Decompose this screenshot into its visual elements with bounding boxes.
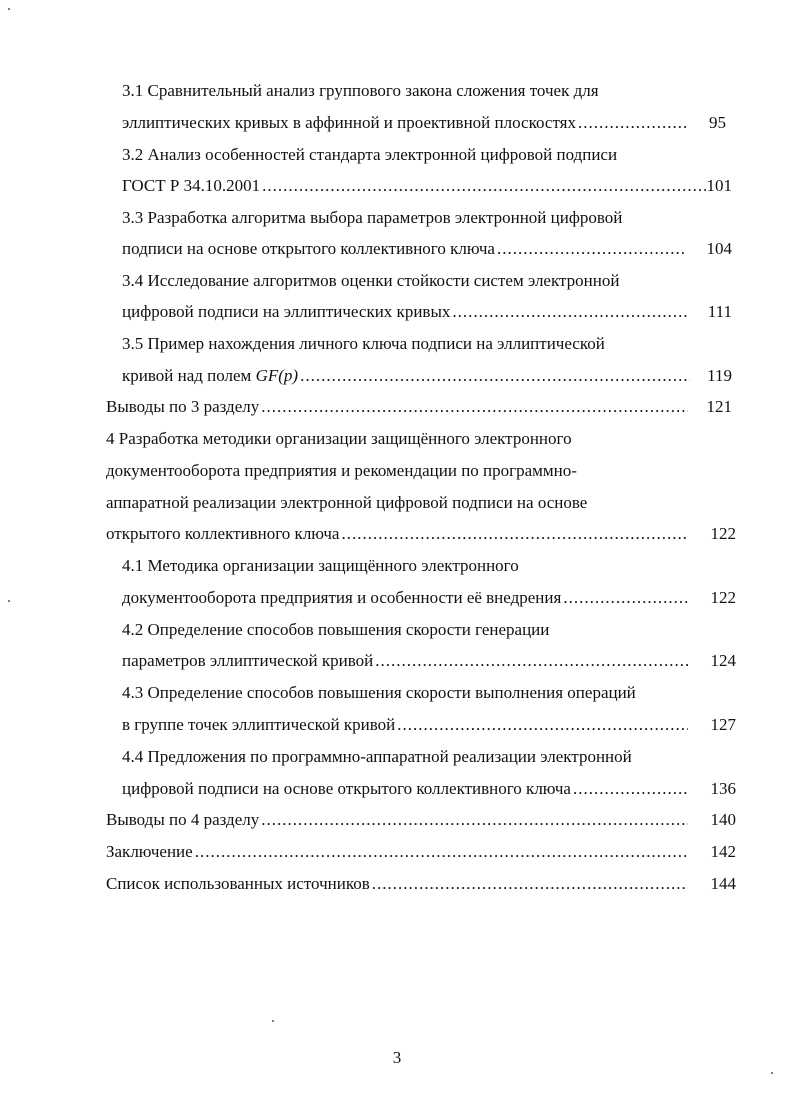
toc-entry[interactable] xyxy=(122,584,690,612)
toc-page-number: 119 xyxy=(707,366,732,385)
toc-page-number: 101 xyxy=(706,176,732,195)
toc-page-number: 124 xyxy=(710,651,736,670)
toc-entry-title: Выводы по 4 разделу xyxy=(106,810,260,829)
scan-speck xyxy=(771,1072,773,1074)
toc-page-number: 136 xyxy=(710,779,736,798)
dot-leader xyxy=(261,393,688,421)
toc-line: 4.3 Определение способов повышения скорости выполнения операций xyxy=(122,683,636,702)
toc-entry-title: кривой над полем GF(p) xyxy=(122,366,299,385)
dot-leader xyxy=(262,172,706,200)
toc-entry-title: открытого коллективного ключа xyxy=(106,524,340,543)
toc-line: 4.4 Предложения по программно-аппаратной реализации электронной xyxy=(122,747,632,766)
dot-leader xyxy=(372,870,688,898)
dot-leader xyxy=(341,520,688,548)
toc-line: аппаратной реализации электронной цифровой подписи на основе xyxy=(106,493,588,512)
dot-leader xyxy=(497,235,686,263)
toc-page-number: 144 xyxy=(710,874,736,893)
dot-leader xyxy=(397,711,688,739)
toc-entry-title: Заключение xyxy=(106,842,193,861)
toc-entry[interactable] xyxy=(106,870,690,898)
scan-speck xyxy=(272,1020,274,1022)
toc-line: 4.1 Методика организации защищённого электронного xyxy=(122,556,519,575)
toc-line: 3.4 Исследование алгоритмов оценки стойкости систем электронной xyxy=(122,271,620,290)
toc-entry[interactable] xyxy=(106,806,690,834)
toc-entry[interactable] xyxy=(122,298,690,326)
toc-entry[interactable] xyxy=(122,172,708,200)
toc-entry[interactable] xyxy=(122,647,690,675)
toc-line: 4 Разработка методики организации защищённого электронного xyxy=(106,429,572,448)
dot-leader xyxy=(573,775,688,803)
toc-entry[interactable] xyxy=(122,775,690,803)
dot-leader xyxy=(563,584,688,612)
toc-line: 3.3 Разработка алгоритма выбора параметров электронной цифровой xyxy=(122,208,623,227)
scan-speck xyxy=(8,600,10,602)
toc-line: 4.2 Определение способов повышения скорости генерации xyxy=(122,620,550,639)
toc-entry-title: документооборота предприятия и особенности её внедрения xyxy=(122,588,562,607)
toc-entry-title: цифровой подписи на основе открытого коллективного ключа xyxy=(122,779,571,798)
toc-page-number: 95 xyxy=(709,113,726,132)
toc-entry[interactable] xyxy=(106,520,690,548)
dot-leader xyxy=(452,298,688,326)
page-number: 3 xyxy=(392,1048,402,1067)
toc-entry-title: ГОСТ Р 34.10.2001 xyxy=(122,176,261,195)
toc-page-number: 122 xyxy=(710,524,736,543)
toc-page-number: 127 xyxy=(710,715,736,734)
toc-entry-title: Выводы по 3 разделу xyxy=(106,397,260,416)
dot-leader xyxy=(195,838,688,866)
toc-page-number: 122 xyxy=(710,588,736,607)
toc-entry-title: эллиптических кривых в аффинной и проективной плоскостях xyxy=(122,113,576,132)
scan-speck xyxy=(8,8,10,10)
toc-entry[interactable] xyxy=(122,109,688,137)
dot-leader xyxy=(578,109,686,137)
toc-entry-title: параметров эллиптической кривой xyxy=(122,651,374,670)
toc-page-number: 140 xyxy=(710,810,736,829)
dot-leader xyxy=(375,647,688,675)
toc-entry-title: в группе точек эллиптической кривой xyxy=(122,715,396,734)
toc-line: 3.1 Сравнительный анализ группового закона сложения точек для xyxy=(122,81,599,100)
toc-entry-title: Список использованных источников xyxy=(106,874,370,893)
toc-entry-title: подписи на основе открытого коллективного ключа xyxy=(122,239,495,258)
toc-entry[interactable] xyxy=(122,362,692,390)
toc-entry[interactable] xyxy=(122,235,688,263)
toc-page-number: 111 xyxy=(707,302,732,321)
toc-entry[interactable] xyxy=(106,838,690,866)
toc-page-number: 104 xyxy=(706,239,732,258)
toc-line: документооборота предприятия и рекомендации по программно- xyxy=(106,461,577,480)
field-notation: GF(p) xyxy=(255,366,299,385)
dot-leader xyxy=(261,806,688,834)
toc-line: 3.2 Анализ особенностей стандарта электронной цифровой подписи xyxy=(122,145,618,164)
toc-line: 3.5 Пример нахождения личного ключа подписи на эллиптической xyxy=(122,334,605,353)
toc-entry[interactable] xyxy=(122,711,690,739)
toc-page-number: 121 xyxy=(706,397,732,416)
toc-entry[interactable] xyxy=(106,393,690,421)
dot-leader xyxy=(300,362,690,390)
toc-entry-title: цифровой подписи на эллиптических кривых xyxy=(122,302,451,321)
toc-page-number: 142 xyxy=(710,842,736,861)
